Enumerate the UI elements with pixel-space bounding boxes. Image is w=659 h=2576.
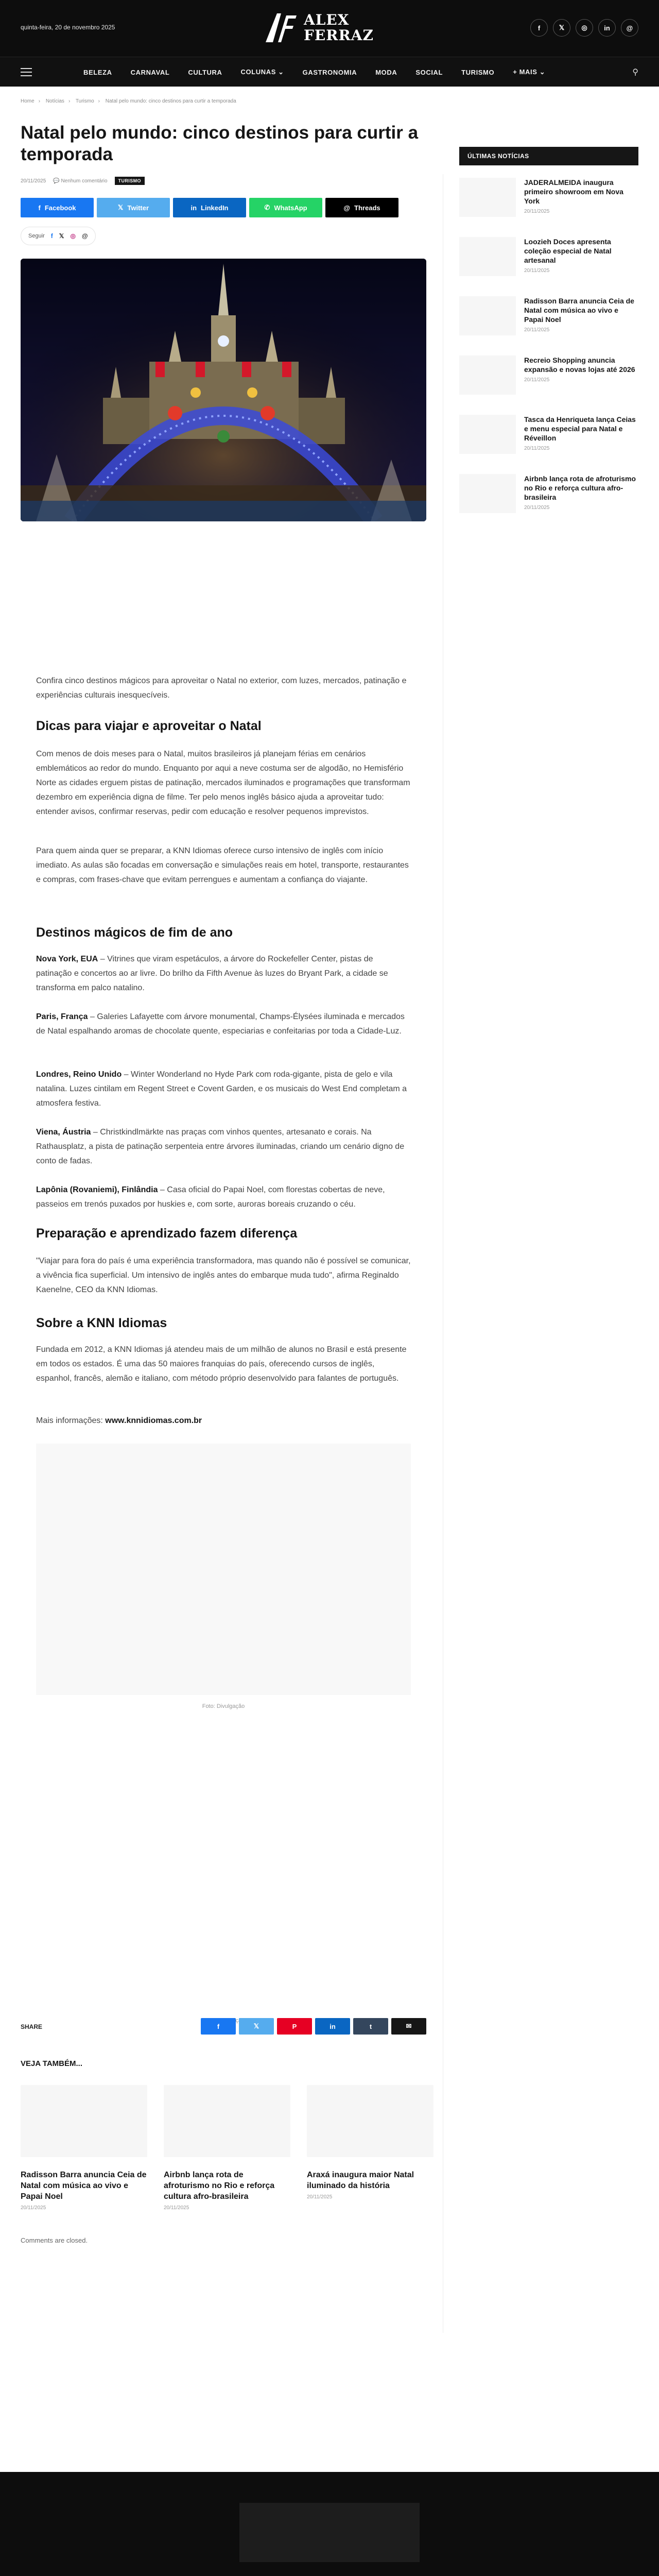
menu-hamburger-icon[interactable] bbox=[21, 68, 32, 76]
tumblr-icon[interactable]: t bbox=[353, 2018, 388, 2035]
comment-icon: 💬 bbox=[53, 178, 60, 184]
featured-image bbox=[21, 259, 426, 521]
nav-item-gastronomia[interactable]: GASTRONOMIA bbox=[302, 68, 357, 76]
x-twitter-icon[interactable]: 𝕏 bbox=[59, 232, 64, 240]
email-icon[interactable]: ✉ bbox=[391, 2018, 426, 2035]
follow-label: Seguir bbox=[28, 233, 45, 239]
nav-item-beleza[interactable]: BELEZA bbox=[83, 68, 112, 76]
paragraph-2: Para quem ainda quer se preparar, a KNN Idiomas oferece curso intensivo de inglês com início imediato. As aulas são focadas em conversação e simulações reais em hotel, transporte, restaurantes e compras, com frases-chave que evitam perrengues e aumentam a confiança do viajante. bbox=[36, 846, 409, 884]
destino-laponia: Lapônia (Rovaniemi), Finlândia – Casa oficial do Papai Noel, com florestas cobertas de neve, passeios em trenós puxados por huskies e, com sorte, auroras boreais cruzando o céu. bbox=[36, 1185, 385, 1209]
linkedin-icon[interactable]: in bbox=[598, 19, 616, 37]
news-thumbnail bbox=[459, 296, 516, 335]
breadcrumb-home[interactable]: Home bbox=[21, 98, 34, 104]
x-twitter-icon[interactable]: 𝕏 bbox=[553, 19, 570, 37]
share-linkedin-button[interactable]: in LinkedIn bbox=[173, 198, 246, 217]
instagram-icon[interactable]: ◎ bbox=[576, 19, 593, 37]
share-bar-bottom bbox=[21, 2018, 426, 2036]
breadcrumb: Home › Notícias › Turismo › Natal pelo mundo: cinco destinos para curtir a temporada bbox=[21, 98, 236, 104]
page-body bbox=[0, 87, 659, 2472]
destino-londres: Londres, Reino Unido – Winter Wonderland no Hyde Park com roda-gigante, pista de gelo e vila natalina. Luzes cintilam em Regent Street e Covent Garden, e os musicais do West End completam a atmosfera festiva. bbox=[36, 1070, 407, 1108]
breadcrumb-current: Natal pelo mundo: cinco destinos para curtir a temporada bbox=[105, 98, 236, 104]
image-caption-1: Foto: Divulgação bbox=[202, 1703, 245, 1709]
linkedin-icon: in bbox=[190, 204, 197, 212]
nav-item-turismo[interactable]: TURISMO bbox=[461, 68, 495, 76]
related-post-2[interactable]: Airbnb lança rota de afroturismo no Rio e reforça cultura afro-brasileira 20/11/2025 bbox=[164, 2085, 290, 2211]
search-icon[interactable]: ⚲ bbox=[632, 68, 638, 77]
paragraph-knn: Fundada em 2012, a KNN Idiomas já atendeu mais de um milhão de alunos no Brasil e está presente em todos os estados. É uma das 50 maiores franquias do país, oferecendo cursos de inglês, espanhol, francês, alemão e italiano, com método próprio desenvolvido para falantes de português. bbox=[36, 1345, 407, 1383]
nav-item-mais[interactable]: + MAIS ⌄ bbox=[513, 68, 546, 76]
main-navigation bbox=[0, 57, 659, 87]
sidebar-news-item[interactable]: Loozieh Doces apresenta coleção especial de Natal artesanal 20/11/2025 bbox=[459, 237, 638, 276]
nav-item-moda[interactable]: MODA bbox=[375, 68, 397, 76]
category-tag[interactable]: TURISMO bbox=[115, 177, 145, 185]
nav-item-carnaval[interactable]: CARNAVAL bbox=[130, 68, 170, 76]
news-thumbnail bbox=[459, 355, 516, 395]
destino-nova-york: Nova York, EUA – Vitrines que viram espetáculos, a árvore do Rockefeller Center, pistas de patinação e concertos ao ar livre. Do brilho da Fifth Avenue às luzes do Bryant Park, a cidade se transforma em palco natalino. bbox=[36, 955, 388, 992]
current-date: quinta-feira, 20 de novembro 2025 bbox=[21, 24, 115, 31]
logo-mark-icon bbox=[263, 11, 299, 44]
article-intro: Confira cinco destinos mágicos para aproveitar o Natal no exterior, com luzes, mercados, patinação e experiências culturais inesquecíveis. bbox=[36, 676, 407, 700]
related-post-3[interactable]: Araxá inaugura maior Natal iluminado da história 20/11/2025 bbox=[307, 2085, 433, 2211]
related-thumbnail bbox=[307, 2085, 433, 2157]
top-header bbox=[0, 0, 659, 57]
x-twitter-icon: 𝕏 bbox=[117, 204, 124, 211]
heading-dicas: Dicas para viajar e aproveitar o Natal bbox=[36, 719, 262, 733]
paragraph-quote: "Viajar para fora do país é uma experiência transformadora, mas quando não é possível se comunicar, a vivência fica superficial. Um intensivo de inglês antes do embarque muda tudo", afirma Reginaldo Kaenelne, CEO da KNN Idiomas. bbox=[36, 1257, 411, 1294]
site-logo[interactable] bbox=[263, 11, 374, 44]
section-dicas bbox=[36, 718, 411, 734]
more-info: Mais informações: www.knnidiomas.com.br bbox=[36, 1416, 202, 1425]
logo-text: ALEX FERRAZ bbox=[304, 11, 374, 44]
section-preparacao bbox=[36, 1225, 411, 1242]
comments-closed-notice: Comments are closed. bbox=[21, 2236, 88, 2244]
facebook-icon[interactable]: f bbox=[50, 232, 53, 240]
share-whatsapp-button[interactable]: ✆ WhatsApp bbox=[249, 198, 322, 217]
knn-website-link[interactable]: www.knnidiomas.com.br bbox=[105, 1416, 202, 1425]
heading-preparacao: Preparação e aprendizado fazem diferença bbox=[36, 1226, 298, 1241]
facebook-icon: f bbox=[38, 204, 41, 212]
follow-bar bbox=[21, 227, 96, 245]
share-threads-button[interactable]: @ Threads bbox=[325, 198, 398, 217]
embedded-media-placeholder bbox=[36, 1444, 411, 1695]
page-title: Natal pelo mundo: cinco destinos para curtir a temporada bbox=[21, 123, 419, 164]
paragraph-1: Com menos de dois meses para o Natal, muitos brasileiros já planejam férias em cenários emblemáticos ao redor do mundo. Enquanto por aqui a neve costuma ser de algodão, no Hemisfério Norte as cidades erguem pistas de patinação, mercados iluminados e programações que transformam dezembro em experiência digna de filme. Ter pelo menos inglês básico ajuda a aproveitar tudo: entender avisos, confirmar reservas, pedir com educação e resolver pequenos imprevistos. bbox=[36, 750, 410, 816]
section-destinos bbox=[36, 924, 411, 941]
heading-knn: Sobre a KNN Idiomas bbox=[36, 1316, 167, 1330]
pinterest-icon[interactable]: P bbox=[277, 2018, 312, 2035]
related-thumbnail bbox=[164, 2085, 290, 2157]
linkedin-icon[interactable]: in bbox=[315, 2018, 350, 2035]
breadcrumb-noticias[interactable]: Notícias bbox=[45, 98, 64, 104]
destino-viena: Viena, Áustria – Christkindlmärkte nas praças com vinhos quentes, artesanato e corais. Na Rathausplatz, a pista de patinação serpenteia entre árvores iluminadas, criando um cenário digno de conto de fadas. bbox=[36, 1128, 405, 1165]
x-twitter-icon[interactable]: 𝕏 bbox=[239, 2018, 274, 2035]
comments-link[interactable]: 💬 Nenhum comentário bbox=[53, 178, 108, 184]
sidebar-news-item[interactable]: Recreio Shopping anuncia expansão e novas lojas até 2026 20/11/2025 bbox=[459, 355, 638, 395]
sidebar-news-item[interactable]: JADERALMEIDA inaugura primeiro showroom em Nova York 20/11/2025 bbox=[459, 178, 638, 217]
header-social-links bbox=[530, 19, 638, 37]
nav-item-colunas[interactable]: COLUNAS ⌄ bbox=[240, 68, 284, 76]
share-twitter-button[interactable]: 𝕏 Twitter bbox=[97, 198, 170, 217]
share-buttons-top bbox=[21, 198, 398, 217]
facebook-icon[interactable]: f bbox=[201, 2018, 236, 2035]
facebook-icon[interactable]: f bbox=[530, 19, 548, 37]
heading-destinos: Destinos mágicos de fim de ano bbox=[36, 925, 233, 940]
news-thumbnail bbox=[459, 415, 516, 454]
related-post-1[interactable]: Radisson Barra anuncia Ceia de Natal com música ao vivo e Papai Noel 20/11/2025 bbox=[21, 2085, 147, 2211]
related-heading: VEJA TAMBÉM... bbox=[21, 2059, 83, 2068]
section-knn bbox=[36, 1315, 411, 1331]
news-thumbnail bbox=[459, 237, 516, 276]
sidebar-news-item[interactable]: Radisson Barra anuncia Ceia de Natal com música ao vivo e Papai Noel 20/11/2025 bbox=[459, 296, 638, 335]
news-thumbnail bbox=[459, 474, 516, 513]
threads-icon: @ bbox=[343, 204, 351, 212]
threads-icon[interactable]: @ bbox=[621, 19, 638, 37]
whatsapp-icon: ✆ bbox=[264, 204, 270, 211]
breadcrumb-turismo[interactable]: Turismo bbox=[75, 98, 94, 104]
threads-icon[interactable]: @ bbox=[81, 232, 88, 240]
nav-item-social[interactable]: SOCIAL bbox=[415, 68, 443, 76]
destino-paris: Paris, França – Galeries Lafayette com árvore monumental, Champs-Élysées iluminada e mercados de Natal espalhando aromas de chocolate quente, especiarias e confeitarias por toda a Cidade-Luz. bbox=[36, 1012, 405, 1036]
instagram-icon[interactable]: ◎ bbox=[70, 232, 76, 240]
news-thumbnail bbox=[459, 178, 516, 217]
sidebar-news-item[interactable]: Airbnb lança rota de afroturismo no Rio e reforça cultura afro-brasileira 20/11/2025 bbox=[459, 474, 638, 513]
share-facebook-button[interactable]: f Facebook bbox=[21, 198, 94, 217]
share-label: SHARE bbox=[21, 2023, 43, 2030]
sidebar-heading: ÚLTIMAS NOTÍCIAS bbox=[459, 147, 638, 165]
sidebar-news-item[interactable]: Tasca da Henriqueta lança Ceias e menu especial para Natal e Réveillon 20/11/2025 bbox=[459, 415, 638, 454]
post-date: 20/11/2025 bbox=[21, 178, 46, 184]
nav-item-cultura[interactable]: CULTURA bbox=[188, 68, 222, 76]
related-thumbnail bbox=[21, 2085, 147, 2157]
post-meta bbox=[21, 177, 145, 185]
site-footer bbox=[0, 2472, 659, 2576]
related-posts bbox=[21, 2085, 433, 2211]
footer-logo-area bbox=[239, 2503, 420, 2562]
